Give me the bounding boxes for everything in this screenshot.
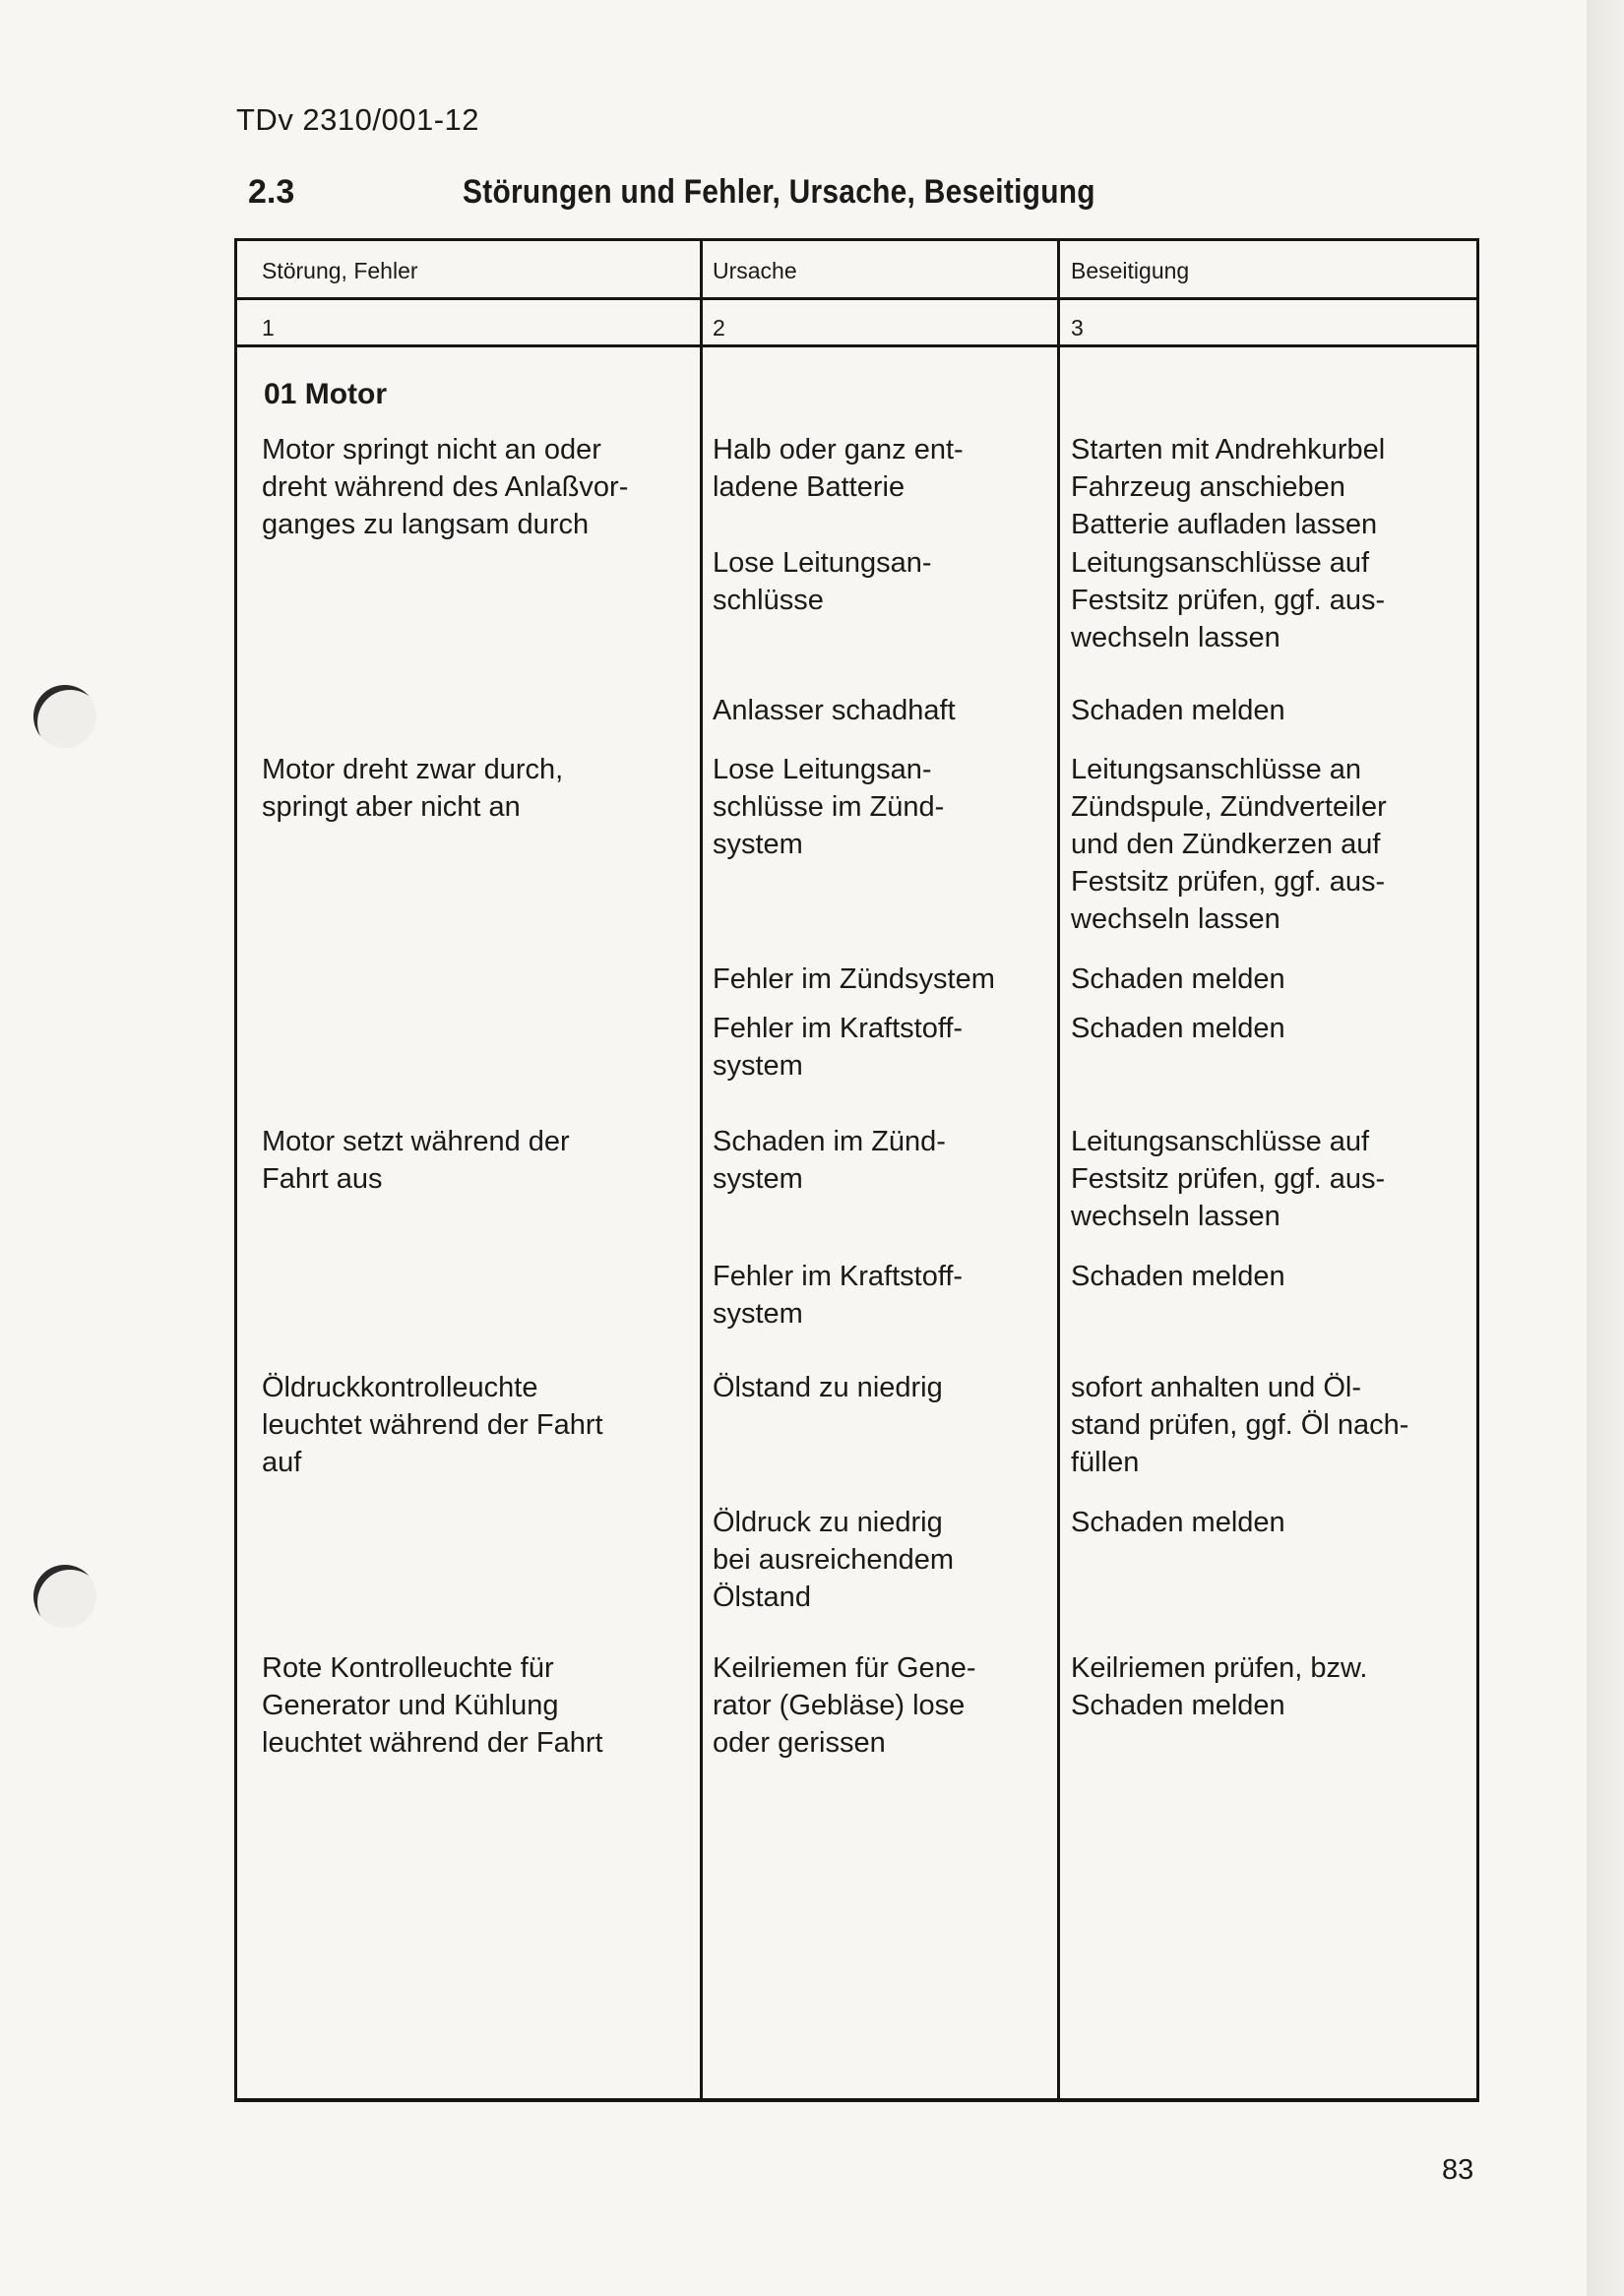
column-header-stoerung: Störung, Fehler [262, 258, 418, 283]
section-number: 2.3 [248, 173, 295, 211]
column-divider [700, 238, 703, 2102]
table-cell: Schaden melden [1071, 695, 1285, 726]
column-number: 3 [1071, 315, 1084, 341]
table-cell: Motor springt nicht an oder dreht während des Anlaßvor- ganges zu langsam durch [262, 434, 629, 540]
table-cell: Schaden melden [1071, 963, 1285, 995]
column-header-ursache: Ursache [713, 258, 797, 283]
table-divider [234, 297, 1479, 300]
document-reference: TDv 2310/001-12 [236, 102, 480, 137]
table-cell: Rote Kontrolleuchte für Generator und Kühlung leuchtet während der Fahrt [262, 1652, 603, 1759]
table-cell: Starten mit Andrehkurbel Fahrzeug anschieben Batterie aufladen lassen [1071, 434, 1386, 540]
table-cell: Leitungsanschlüsse auf Festsitz prüfen, ggf. aus- wechseln lassen [1071, 547, 1386, 653]
table-cell: Motor dreht zwar durch, springt aber nicht an [262, 754, 564, 823]
table-cell: Lose Leitungsan- schlüsse [713, 547, 932, 616]
table-cell: Leitungsanschlüsse auf Festsitz prüfen, ggf. aus- wechseln lassen [1071, 1126, 1386, 1232]
table-cell: Anlasser schadhaft [713, 695, 956, 726]
group-heading: 01 Motor [264, 378, 388, 410]
punch-hole [33, 1565, 96, 1628]
table-cell: Schaden im Zünd- system [713, 1126, 946, 1195]
table-cell: Lose Leitungsan- schlüsse im Zünd- system [713, 754, 945, 860]
section-title: Störungen und Fehler, Ursache, Beseitigung [463, 173, 1095, 211]
table-cell: Schaden melden [1071, 1261, 1285, 1292]
table-cell: Schaden melden [1071, 1507, 1285, 1538]
table-cell: Öldruckkontrolleuchte leuchtet während der Fahrt auf [262, 1372, 603, 1478]
table-cell: Fehler im Kraftstoff- system [713, 1013, 964, 1082]
column-number: 2 [713, 315, 725, 341]
table-cell: Leitungsanschlüsse an Zündspule, Zündverteiler und den Zündkerzen auf Festsitz prüfen, ggf. aus- wechseln lassen [1071, 754, 1387, 935]
table-cell: Fehler im Kraftstoff- system [713, 1261, 964, 1330]
page-number: 83 [1442, 2154, 1474, 2186]
table-cell: Ölstand zu niedrig [713, 1372, 943, 1403]
column-number: 1 [262, 315, 275, 341]
table-cell: sofort anhalten und Öl- stand prüfen, ggf. Öl nach- füllen [1071, 1372, 1409, 1478]
table-cell: Öldruck zu niedrig bei ausreichendem Ölstand [713, 1507, 955, 1613]
column-header-beseitigung: Beseitigung [1071, 258, 1190, 283]
page-edge [1587, 0, 1624, 2296]
table-cell: Halb oder ganz ent- ladene Batterie [713, 434, 964, 503]
table-cell: Fehler im Zündsystem [713, 963, 995, 995]
table-cell: Keilriemen für Gene- rator (Gebläse) lose oder gerissen [713, 1652, 976, 1759]
table-divider [234, 344, 1479, 347]
table-cell: Keilriemen prüfen, bzw. Schaden melden [1071, 1652, 1368, 1721]
table-cell: Schaden melden [1071, 1013, 1285, 1044]
table-cell: Motor setzt während der Fahrt aus [262, 1126, 570, 1195]
punch-hole [33, 685, 96, 748]
column-divider [1057, 238, 1060, 2102]
